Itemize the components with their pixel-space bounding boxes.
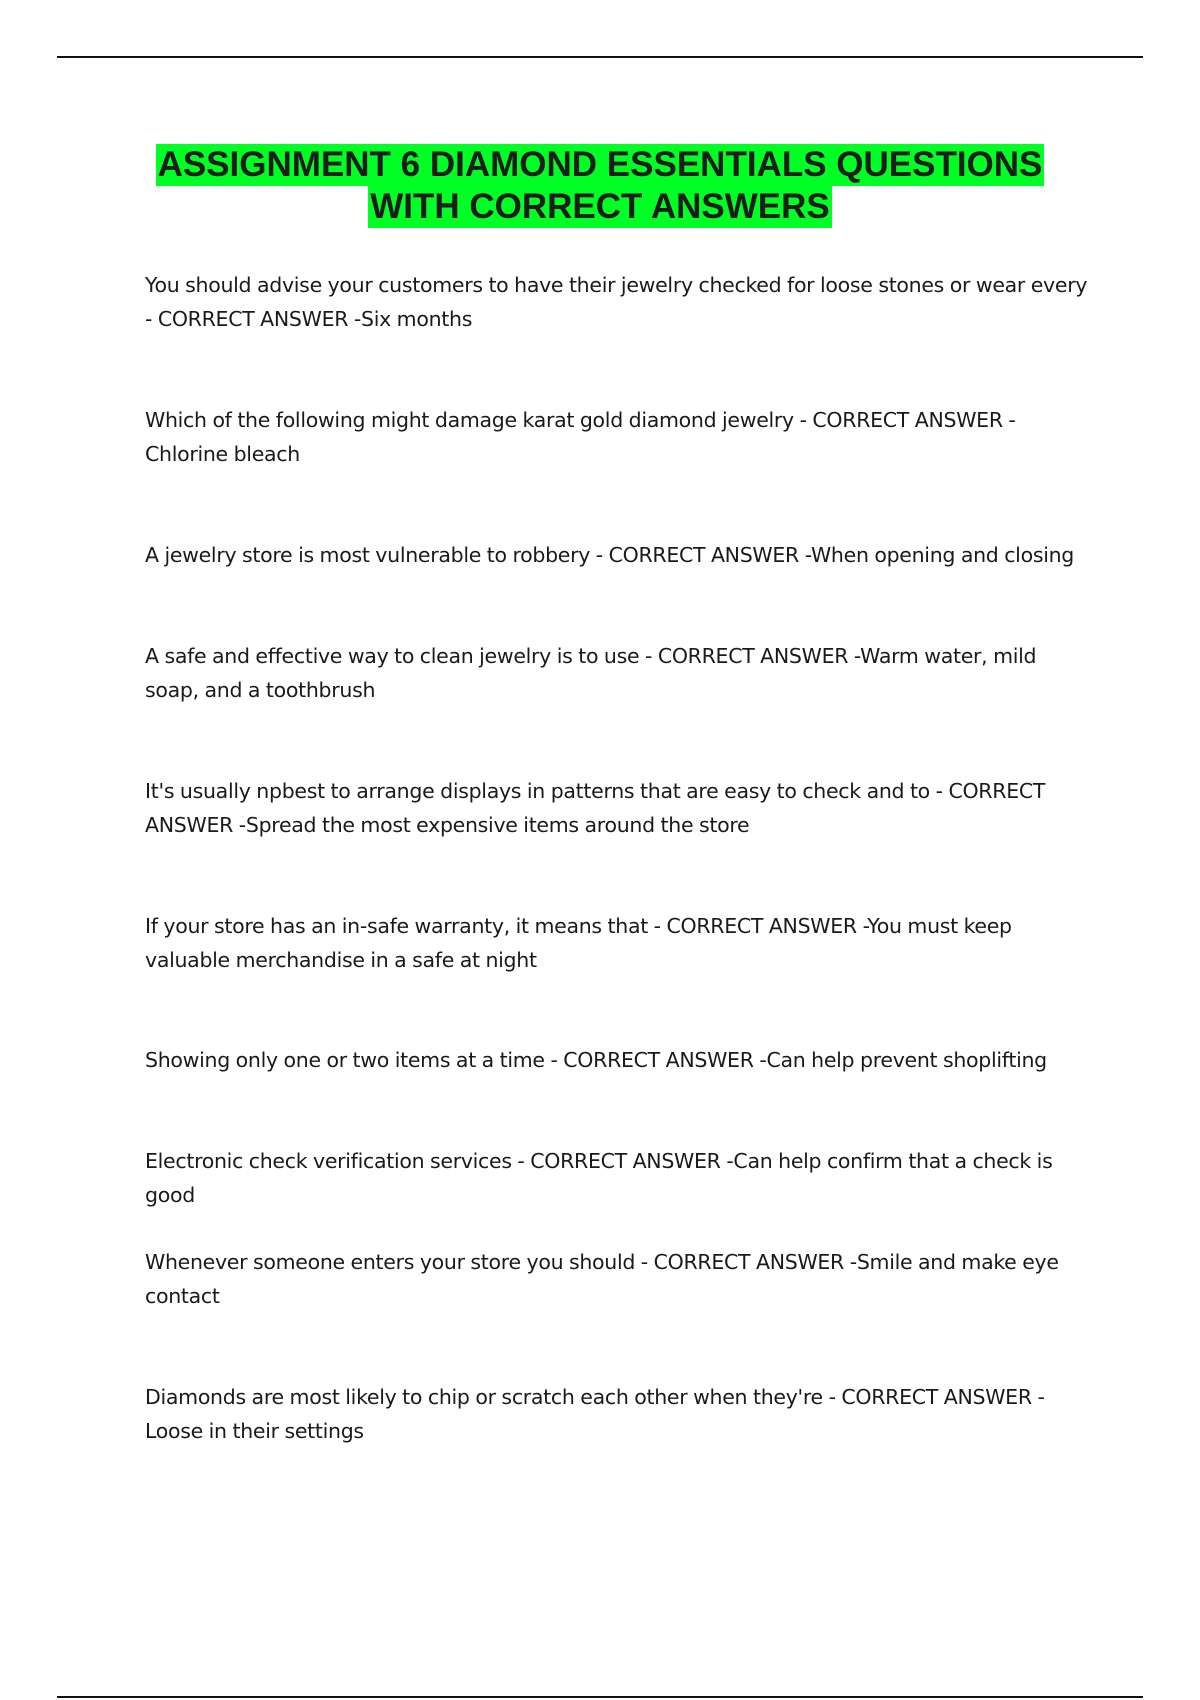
qa-item: Which of the following might damage karat gold diamond jewelry - CORRECT ANSWER -Chlorine bleach xyxy=(145,408,1016,466)
bottom-rule xyxy=(57,1696,1143,1698)
qa-item: Whenever someone enters your store you should - CORRECT ANSWER -Smile and make eye contact xyxy=(145,1250,1059,1308)
qa-item: Diamonds are most likely to chip or scratch each other when they're - CORRECT ANSWER -Loose in their settings xyxy=(145,1385,1045,1443)
qa-item: It's usually npbest to arrange displays in patterns that are easy to check and to - CORRECT ANSWER -Spread the most expensive items around the store xyxy=(145,779,1046,837)
title-line-2: WITH CORRECT ANSWERS xyxy=(370,187,830,226)
qa-item: If your store has an in-safe warranty, it means that - CORRECT ANSWER -You must keep valuable merchandise in a safe at night xyxy=(145,914,1012,972)
qa-item: A jewelry store is most vulnerable to robbery - CORRECT ANSWER -When opening and closing xyxy=(145,543,1074,567)
qa-item: A safe and effective way to clean jewelry is to use - CORRECT ANSWER -Warm water, mild soap, and a toothbrush xyxy=(145,644,1037,702)
qa-item: You should advise your customers to have their jewelry checked for loose stones or wear every - CORRECT ANSWER -Six months xyxy=(145,273,1088,331)
qa-item: Electronic check verification services - CORRECT ANSWER -Can help confirm that a check is good xyxy=(145,1149,1053,1207)
qa-item: Showing only one or two items at a time - CORRECT ANSWER -Can help prevent shoplifting xyxy=(145,1048,1047,1072)
title-line-1: ASSIGNMENT 6 DIAMOND ESSENTIALS QUESTIONS xyxy=(157,145,1043,184)
